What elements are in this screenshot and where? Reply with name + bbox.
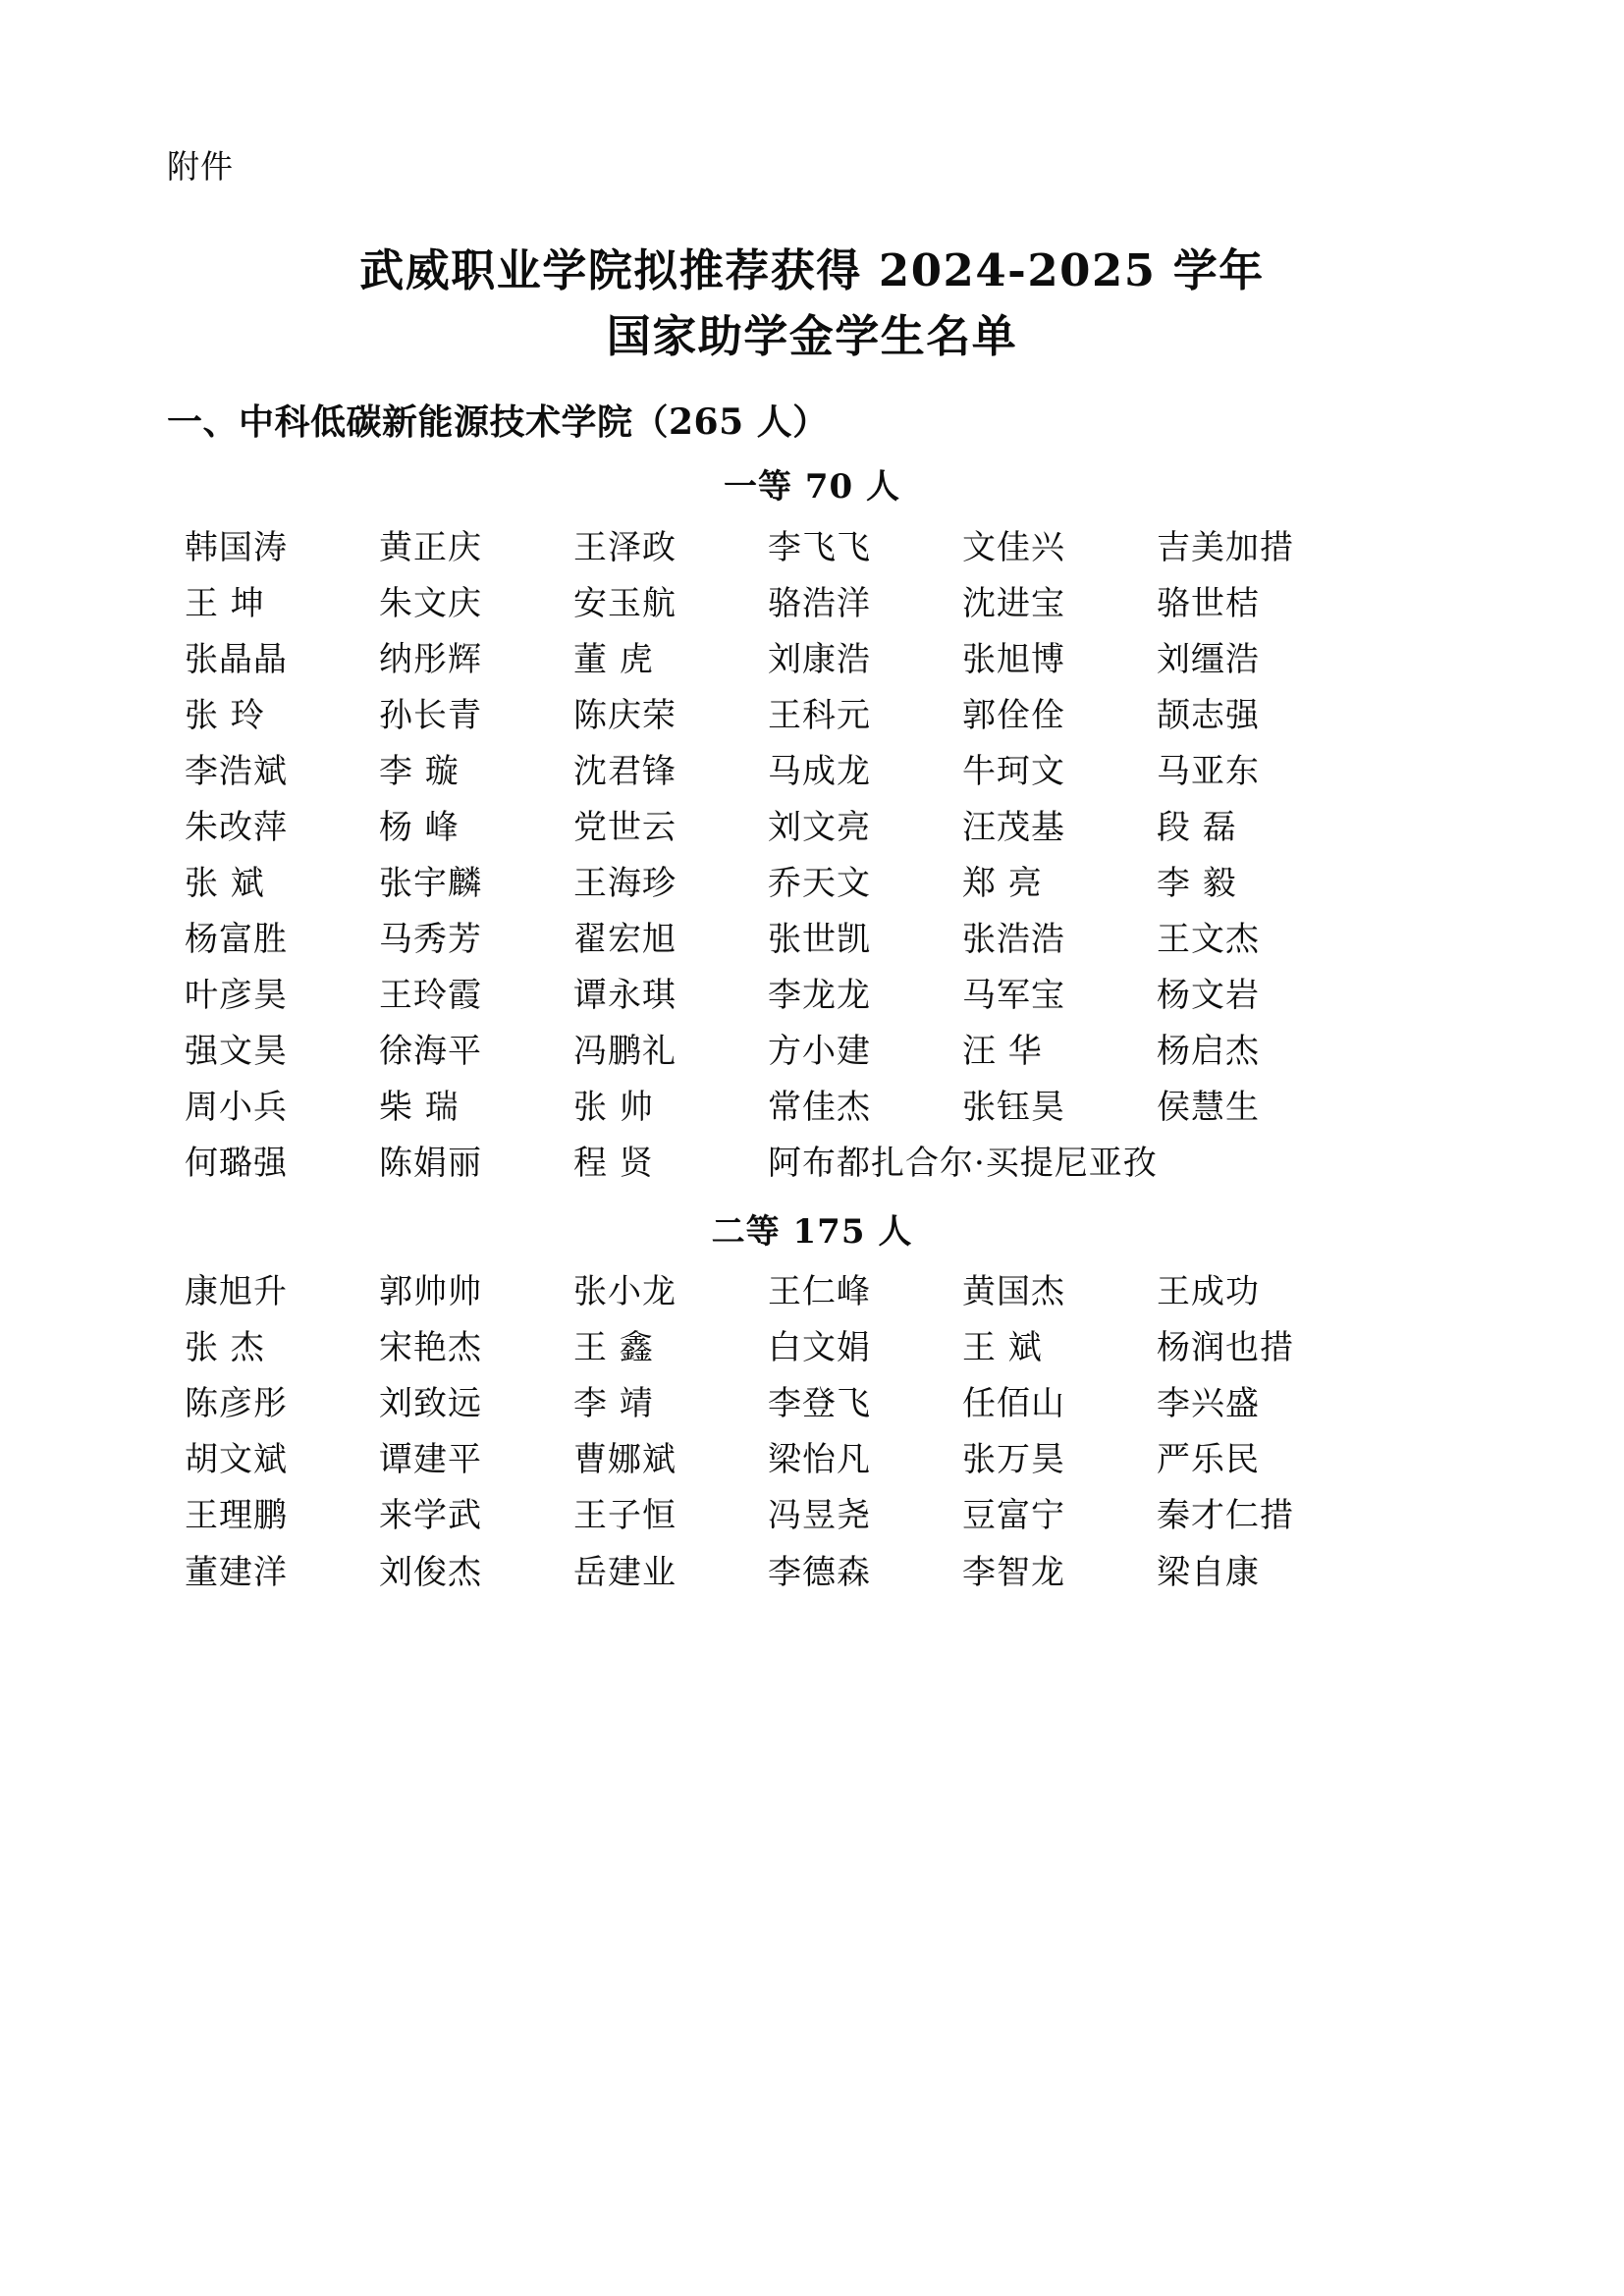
student-name: 骆浩洋 [768,583,871,623]
student-name: 张宇麟 [379,864,482,904]
student-name: 汪 华 [962,1032,1043,1072]
student-name: 乔天文 [768,864,871,904]
student-name: 曹娜斌 [573,1440,677,1480]
student-name: 王仁峰 [768,1272,871,1312]
student-name: 李登飞 [768,1384,871,1424]
student-name: 马成龙 [768,751,871,791]
student-name: 来学武 [379,1496,482,1536]
student-name: 陈娟丽 [379,1144,482,1184]
student-name: 骆世桔 [1157,583,1260,623]
student-name: 任佰山 [962,1384,1065,1424]
student-name: 杨富胜 [185,920,288,960]
student-name: 张浩浩 [962,920,1065,960]
student-name: 李 璇 [379,751,460,791]
name-row [185,1137,1447,1191]
student-name: 康旭升 [185,1272,288,1312]
student-name: 杨文岩 [1157,976,1260,1016]
student-name: 杨 峰 [379,807,460,847]
student-name: 梁自康 [1157,1552,1260,1592]
student-name: 李龙龙 [768,976,871,1016]
student-name: 王玲霞 [379,976,482,1016]
name-row [185,1321,1447,1375]
student-name: 王 坤 [185,583,265,623]
student-name: 王成功 [1157,1272,1260,1312]
name-row [185,1546,1447,1600]
student-name: 李兴盛 [1157,1384,1260,1424]
student-name: 严乐民 [1157,1440,1260,1480]
level-heading-second: 二等 175 人 [711,1211,913,1252]
student-name: 冯昱尧 [768,1496,871,1536]
name-row [185,1081,1447,1135]
student-name: 常佳杰 [768,1088,871,1128]
student-name: 李飞飞 [768,527,871,567]
student-name: 杨启杰 [1157,1032,1260,1072]
name-row [185,1377,1447,1431]
student-name: 张小龙 [573,1272,677,1312]
student-name: 阿布都扎合尔·买提尼亚孜 [768,1144,1158,1184]
name-row [185,1265,1447,1319]
student-name: 王子恒 [573,1496,677,1536]
student-name: 黄国杰 [962,1272,1065,1312]
student-name: 王 鑫 [573,1328,654,1368]
student-name: 张钰昊 [962,1088,1065,1128]
student-name: 刘文亮 [768,807,871,847]
student-name: 朱文庆 [379,583,482,623]
student-name: 胡文斌 [185,1440,288,1480]
student-name: 陈彦彤 [185,1384,288,1424]
page-title-line-1: 武威职业学院拟推荐获得 2024-2025 学年 [359,243,1265,296]
student-name: 张世凯 [768,920,871,960]
name-row [185,1489,1447,1543]
student-name: 张 玲 [185,695,265,735]
student-name: 郭帅帅 [379,1272,482,1312]
student-name: 李德森 [768,1552,871,1592]
name-row [185,577,1447,631]
student-name: 韩国涛 [185,527,288,567]
student-name: 叶彦昊 [185,976,288,1016]
name-row [185,689,1447,743]
student-name: 张 帅 [573,1088,654,1128]
student-name: 冯鹏礼 [573,1032,677,1072]
student-name: 侯慧生 [1157,1088,1260,1128]
student-name: 李 靖 [573,1384,654,1424]
name-row [185,633,1447,687]
name-row [185,801,1447,855]
name-row [185,521,1447,575]
student-name: 党世云 [573,807,677,847]
name-grid-first [167,521,1457,1192]
name-row [185,1433,1447,1487]
student-name: 程 贤 [573,1144,654,1184]
student-name: 何璐强 [185,1144,288,1184]
student-name: 白文娟 [768,1328,871,1368]
student-name: 董建洋 [185,1552,288,1592]
student-name: 段 磊 [1157,807,1237,847]
student-name: 王科元 [768,695,871,735]
page-title [167,238,1457,370]
student-name: 张晶晶 [185,639,288,679]
student-name: 王海珍 [573,864,677,904]
attachment-label: 附件 [167,147,234,186]
student-name: 吉美加措 [1157,527,1294,567]
student-name: 马亚东 [1157,751,1260,791]
student-name: 王理鹏 [185,1496,288,1536]
student-name: 柴 瑞 [379,1088,460,1128]
student-name: 纳彤辉 [379,639,482,679]
name-row [185,969,1447,1023]
student-name: 梁怡凡 [768,1440,871,1480]
student-name: 张 斌 [185,864,265,904]
student-name: 刘缰浩 [1157,639,1260,679]
student-name: 张旭博 [962,639,1065,679]
student-name: 刘康浩 [768,639,871,679]
name-row [185,857,1447,911]
student-name: 张万昊 [962,1440,1065,1480]
student-name: 谭永琪 [573,976,677,1016]
student-name: 马秀芳 [379,920,482,960]
student-name: 李 毅 [1157,864,1237,904]
student-name: 郭佺佺 [962,695,1065,735]
student-name: 宋艳杰 [379,1328,482,1368]
student-name: 安玉航 [573,583,677,623]
student-name: 方小建 [768,1032,871,1072]
student-name: 强文昊 [185,1032,288,1072]
student-name: 王 斌 [962,1328,1043,1368]
student-name: 翟宏旭 [573,920,677,960]
student-name: 谭建平 [379,1440,482,1480]
name-row [185,1025,1447,1079]
student-name: 徐海平 [379,1032,482,1072]
student-name: 王文杰 [1157,920,1260,960]
student-name: 朱改萍 [185,807,288,847]
student-name: 周小兵 [185,1088,288,1128]
student-name: 秦才仁措 [1157,1496,1294,1536]
student-name: 张 杰 [185,1328,265,1368]
student-name: 黄正庆 [379,527,482,567]
student-name: 马军宝 [962,976,1065,1016]
section-college [167,398,1457,1600]
student-name: 李智龙 [962,1552,1065,1592]
name-grid-second [167,1265,1457,1599]
section-heading: 一、中科低碳新能源技术学院（265 人） [167,400,829,443]
student-name: 沈进宝 [962,583,1065,623]
name-row [185,913,1447,967]
student-name: 汪茂基 [962,807,1065,847]
student-name: 郑 亮 [962,864,1043,904]
student-name: 豆富宁 [962,1496,1065,1536]
student-name: 文佳兴 [962,527,1065,567]
student-name: 刘致远 [379,1384,482,1424]
level-heading-first: 一等 70 人 [724,466,900,507]
page-title-line-2: 国家助学金学生名单 [606,310,1018,363]
student-name: 董 虎 [573,639,654,679]
student-name: 杨润也措 [1157,1328,1294,1368]
student-name: 牛珂文 [962,751,1065,791]
student-name: 李浩斌 [185,751,288,791]
student-name: 王泽政 [573,527,677,567]
student-name: 沈君锋 [573,751,677,791]
name-row [185,745,1447,799]
student-name: 岳建业 [573,1552,677,1592]
student-name: 孙长青 [379,695,482,735]
student-name: 刘俊杰 [379,1552,482,1592]
student-name: 颉志强 [1157,695,1260,735]
student-name: 陈庆荣 [573,695,677,735]
